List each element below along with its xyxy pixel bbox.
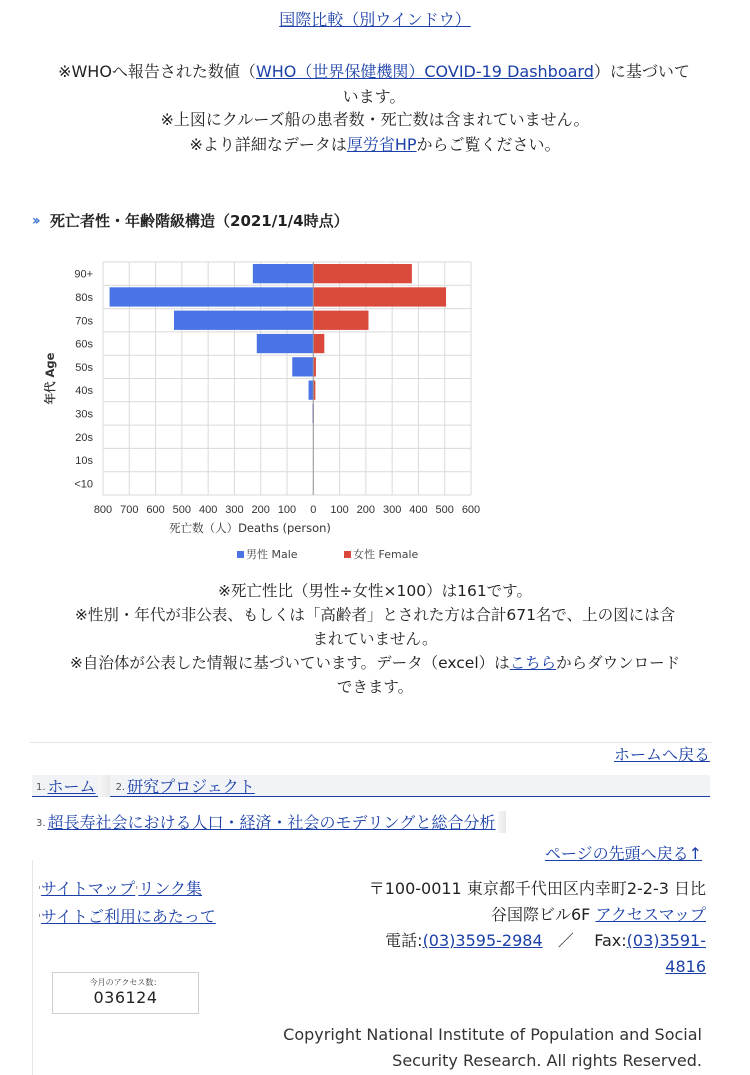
footer-left-border bbox=[32, 860, 33, 1075]
legend-label-male: 男性 Male bbox=[246, 548, 298, 561]
home-return bbox=[614, 743, 710, 767]
mhlw-link[interactable]: 厚労省HP bbox=[346, 135, 417, 154]
who-note-prefix: ※WHOへ報告された数値（ bbox=[58, 62, 256, 81]
bar-male-0 bbox=[253, 264, 313, 283]
bar-male-1 bbox=[110, 287, 314, 306]
site-usage-link[interactable]: サイトご利用にあたって bbox=[41, 907, 216, 926]
bar-female-0 bbox=[313, 264, 412, 283]
copyright-line-2: Security Research. All rights Reserved. bbox=[392, 1051, 702, 1070]
breadcrumb-current-project[interactable]: 超長寿社会における人口・経済・社会のモデリングと総合分析 bbox=[47, 813, 496, 832]
fax-label: Fax: bbox=[594, 931, 627, 950]
home-return-link[interactable]: ホームへ戻る bbox=[613, 745, 710, 764]
bar-male-4 bbox=[292, 357, 313, 376]
who-note bbox=[34, 59, 714, 109]
address-line-2: 谷国際ビル6F bbox=[490, 905, 591, 924]
bar-male-5 bbox=[309, 381, 314, 400]
source-note-prefix: ※自治体が公表した情報に基づいています。データ（excel）は bbox=[69, 654, 510, 672]
y-tick-label: 20s bbox=[75, 431, 93, 444]
bar-male-2 bbox=[174, 311, 313, 330]
link-bullet: ' bbox=[38, 884, 42, 897]
death-pyramid-chart bbox=[30, 250, 500, 575]
breadcrumb-research-projects[interactable]: 研究プロジェクト bbox=[127, 777, 255, 796]
page-top-link[interactable]: ページの先頭へ戻る↑ bbox=[544, 844, 702, 863]
x-tick-label: 600 bbox=[146, 504, 165, 516]
x-axis-label: 死亡数（人）Deaths (person) bbox=[169, 521, 331, 535]
y-tick-label: <10 bbox=[74, 478, 93, 491]
links-collection-link[interactable]: リンク集 bbox=[138, 879, 202, 898]
x-tick-label: 300 bbox=[225, 504, 244, 516]
breadcrumb-end-cap bbox=[498, 811, 506, 833]
x-tick-label: 100 bbox=[330, 504, 349, 516]
source-note-suffix: からダウンロード bbox=[556, 654, 681, 672]
unknown-note-line1: ※性別・年代が非公表、もしくは「高齢者」とされた方は合計671名で、上の図には含 bbox=[74, 606, 676, 624]
breadcrumb-separator bbox=[98, 775, 110, 797]
double-chevron-icon: ›› bbox=[32, 212, 38, 229]
x-tick-label: 500 bbox=[172, 504, 192, 516]
y-tick-label: 50s bbox=[75, 361, 93, 374]
footer-address bbox=[336, 876, 706, 980]
source-note bbox=[30, 651, 720, 699]
tel-label: 電話: bbox=[385, 931, 423, 950]
x-tick-label: 700 bbox=[120, 504, 139, 516]
x-tick-label: 400 bbox=[409, 504, 428, 516]
access-map-link[interactable]: アクセスマップ bbox=[595, 905, 706, 924]
access-counter bbox=[52, 972, 199, 1014]
footer-links-row-2 bbox=[38, 904, 216, 932]
x-tick-label: 600 bbox=[461, 504, 481, 516]
breadcrumb-num-2: 2. bbox=[115, 782, 126, 793]
page-top bbox=[545, 842, 702, 866]
intl-compare-line bbox=[0, 8, 750, 32]
x-tick-label: 500 bbox=[435, 504, 454, 516]
who-dashboard-link[interactable]: WHO（世界保健機関）COVID-19 Dashboard bbox=[255, 62, 594, 81]
cruise-note: ※上図にクルーズ船の患者数・死亡数は含まれていません。 bbox=[160, 110, 590, 129]
legend-swatch-female bbox=[344, 551, 351, 558]
legend-label-female: 女性 Female bbox=[353, 548, 419, 561]
legend-swatch-male bbox=[237, 551, 244, 558]
x-tick-label: 100 bbox=[277, 504, 297, 516]
detail-note-prefix: ※より詳細なデータは bbox=[189, 135, 347, 154]
bar-female-2 bbox=[313, 311, 368, 330]
breadcrumb-home[interactable]: ホーム bbox=[47, 777, 96, 796]
x-tick-label: 200 bbox=[251, 504, 270, 516]
copyright-line-1: Copyright National Institute of Population and Social bbox=[283, 1025, 702, 1044]
detail-note bbox=[0, 133, 750, 157]
breadcrumb bbox=[32, 775, 710, 797]
y-tick-label: 80s bbox=[75, 291, 93, 304]
y-tick-label: 70s bbox=[75, 315, 93, 328]
source-note-line2: できます。 bbox=[336, 678, 414, 696]
access-counter-label: 今月のアクセス数： bbox=[89, 978, 162, 987]
x-tick-label: 300 bbox=[382, 504, 402, 516]
unknown-note bbox=[30, 603, 720, 651]
access-counter-value: 036124 bbox=[93, 988, 158, 1007]
section-heading bbox=[32, 210, 349, 231]
who-note-suffix: ）に基づいて bbox=[593, 62, 690, 81]
fax-link-continued[interactable]: 4816 bbox=[665, 957, 706, 976]
intl-compare-link[interactable]: 国際比較（別ウインドウ） bbox=[279, 10, 471, 29]
y-axis-label: 年代 Age bbox=[43, 352, 57, 405]
footer-links-row-1 bbox=[38, 876, 202, 904]
breadcrumb-row-2 bbox=[32, 810, 508, 833]
sitemap-link[interactable]: サイトマップ bbox=[41, 879, 136, 898]
unknown-note-line2: まれていません。 bbox=[312, 630, 438, 648]
fax-link[interactable]: (03)3591- bbox=[626, 931, 706, 950]
y-tick-label: 40s bbox=[75, 385, 93, 398]
who-note-line2: います。 bbox=[342, 87, 406, 106]
y-tick-label: 10s bbox=[75, 455, 93, 468]
bar-male-3 bbox=[257, 334, 314, 353]
contact-separator: ／ bbox=[557, 931, 574, 950]
breadcrumb-num-1: 1. bbox=[36, 782, 46, 793]
content-divider bbox=[30, 742, 712, 743]
tel-link[interactable]: (03)3595-2984 bbox=[422, 931, 543, 950]
detail-note-suffix: からご覧ください。 bbox=[416, 135, 561, 154]
y-tick-label: 60s bbox=[75, 338, 93, 351]
link-bullet: ' bbox=[135, 884, 139, 897]
copyright bbox=[182, 1022, 702, 1074]
breadcrumb-num-3: 3. bbox=[36, 818, 46, 829]
bar-female-3 bbox=[313, 334, 324, 353]
x-tick-label: 0 bbox=[310, 504, 317, 516]
y-tick-label: 90+ bbox=[74, 268, 93, 281]
x-tick-label: 200 bbox=[356, 504, 376, 516]
section-title: 死亡者性・年齢階級構造（2021/1/4時点） bbox=[50, 212, 349, 230]
excel-download-link[interactable]: こちら bbox=[509, 654, 557, 672]
bar-female-1 bbox=[313, 287, 446, 306]
link-bullet: ' bbox=[38, 912, 42, 925]
x-tick-label: 800 bbox=[93, 504, 113, 516]
x-tick-label: 400 bbox=[198, 504, 218, 516]
ratio-note: ※死亡性比（男性÷女性×100）は161です。 bbox=[218, 582, 532, 600]
y-tick-label: 30s bbox=[75, 408, 93, 421]
address-line-1: 〒100-0011 東京都千代田区内幸町2-2-3 日比 bbox=[368, 879, 706, 898]
